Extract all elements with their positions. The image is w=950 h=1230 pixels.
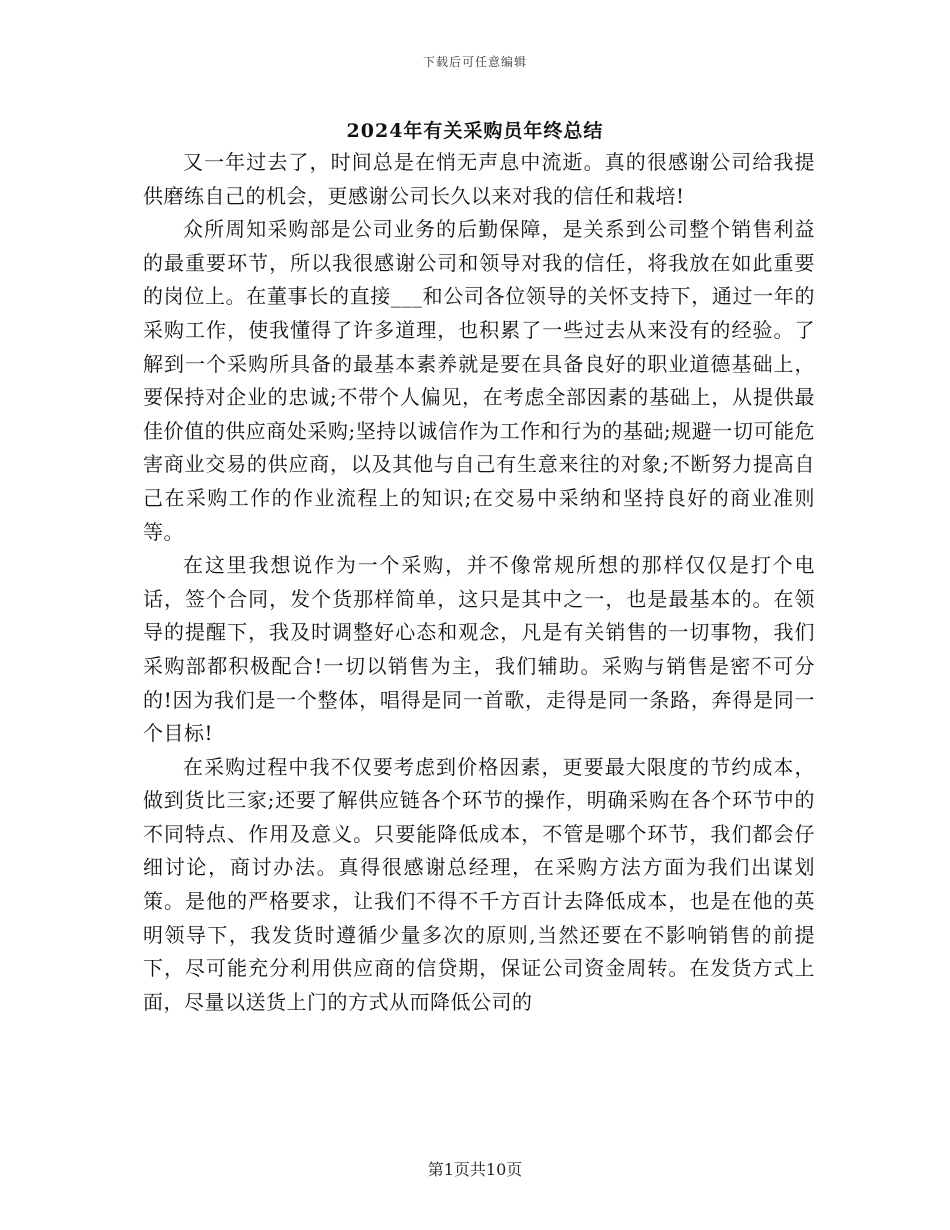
paragraph-4: 在采购过程中我不仅要考虑到价格因素，更要最大限度的节约成本，做到货比三家;还要了解供应链各个环节的操作，明确采购在各个环节中的不同特点、作用及意义。只要能降低成本，不管是哪个环节，我们都会仔细讨论，商讨办法。真得很感谢总经理，在采购方法方面为我们出谋划策。是他的严格要求，让我们不得不千方百计去降低成本，也是在他的英明领导下，我发货时遵循少量多次的原则,当然还要在不影响销售的前提下，尽可能充分利用供应商的信贷期，保证公司资金周转。在发货方式上面，尽量以送货上门的方式从而降低公司的 (143, 754, 815, 1014)
document-title: 2024年有关采购员年终总结 (346, 120, 604, 142)
page-header-note: 下载后可任意编辑 (422, 55, 527, 69)
document-body (143, 146, 815, 1019)
paragraph-3: 在这里我想说作为一个采购，并不像常规所想的那样仅仅是打个电话，签个合同，发个货那样简单，这只是其中之一，也是最基本的。在领导的提醒下，我及时调整好心态和观念，凡是有关销售的一切事物，我们采购部都积极配合!一切以销售为主，我们辅助。采购与销售是密不可分的!因为我们是一个整体，唱得是同一首歌，走得是同一条路，奔得是同一个目标! (143, 553, 815, 746)
paragraph-2: 众所周知采购部是公司业务的后勤保障，是关系到公司整个销售利益的最重要环节，所以我很感谢公司和领导对我的信任，将我放在如此重要的岗位上。在董事长的直接___和公司各位领导的关怀支持下，通过一年的采购工作，使我懂得了许多道理，也积累了一些过去从来没有的经验。了解到一个采购所具备的最基本素养就是要在具备良好的职业道德基础上，要保持对企业的忠诚;不带个人偏见，在考虑全部因素的基础上，从提供最佳价值的供应商处采购;坚持以诚信作为工作和行为的基础;规避一切可能危害商业交易的供应商，以及其他与自己有生意来往的对象;不断努力提高自己在采购工作的作业流程上的知识;在交易中采纳和坚持良好的商业准则等。 (143, 217, 815, 544)
page-number-footer: 第1页共10页 (427, 1160, 523, 1179)
paragraph-1: 又一年过去了，时间总是在悄无声息中流逝。真的很感谢公司给我提供磨练自己的机会，更感谢公司长久以来对我的信任和栽培! (143, 150, 815, 208)
